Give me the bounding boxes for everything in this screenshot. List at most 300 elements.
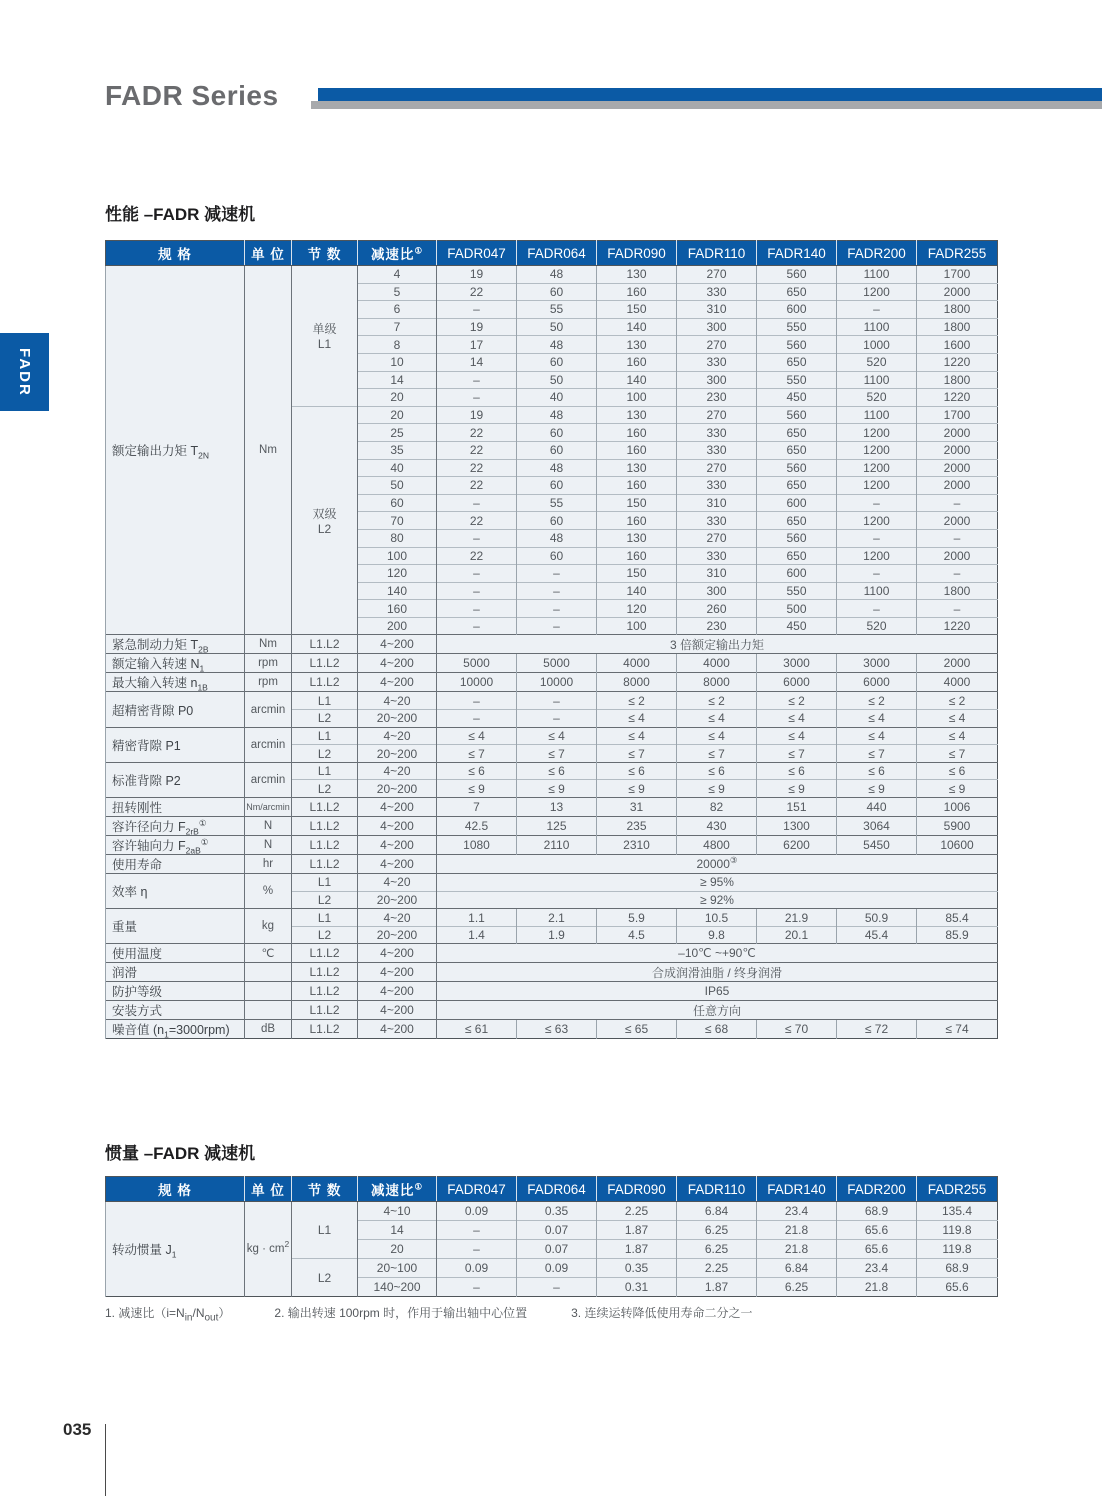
- table-cell: –10℃ ~+90℃: [437, 944, 998, 963]
- table-cell: 125: [517, 817, 597, 836]
- table-cell: L1.L2: [292, 836, 358, 855]
- table-cell: 2.25: [677, 1259, 757, 1278]
- table-cell: 6.25: [757, 1278, 837, 1297]
- table-cell: 160: [597, 283, 677, 301]
- table-cell: 260: [677, 600, 757, 618]
- table-cell: –: [837, 565, 917, 583]
- table-cell: 5000: [517, 654, 597, 673]
- table-cell: 1200: [837, 283, 917, 301]
- table-cell: 1.9: [517, 926, 597, 944]
- table-cell: L1.L2: [292, 654, 358, 673]
- table-cell: L1.L2: [292, 944, 358, 963]
- table-cell: –: [437, 389, 517, 407]
- table-cell: 650: [757, 424, 837, 442]
- column-header: FADR200: [837, 1177, 917, 1202]
- table-cell: 容许轴向力 $F_{2aB}^①$: [106, 836, 245, 855]
- table-cell: [245, 963, 292, 982]
- table-cell: ≤ 9: [677, 780, 757, 798]
- table-cell: 80: [358, 529, 437, 547]
- title-accent-bar-blue: [318, 88, 1102, 101]
- table-cell: ℃: [245, 944, 292, 963]
- table-cell: 8: [358, 336, 437, 354]
- table-cell: 430: [677, 817, 757, 836]
- table-cell: arcmin: [245, 692, 292, 727]
- table-cell: 160: [597, 477, 677, 495]
- table-cell: 4~200: [358, 836, 437, 855]
- table-cell: ≤ 9: [917, 780, 998, 798]
- table-cell: 450: [757, 617, 837, 635]
- table-cell: 2000: [917, 547, 998, 565]
- table-cell: ≤ 68: [677, 1020, 757, 1039]
- column-header: FADR140: [757, 241, 837, 266]
- table-cell: 单级 L1: [292, 266, 358, 407]
- sidebar-series-tab: [0, 333, 49, 411]
- table-cell: 270: [677, 459, 757, 477]
- column-header: FADR255: [917, 1177, 998, 1202]
- table-cell: 19: [437, 318, 517, 336]
- table-cell: –: [437, 371, 517, 389]
- table-cell: 35: [358, 441, 437, 459]
- table-cell: –: [437, 565, 517, 583]
- table-cell: 50.9: [837, 909, 917, 927]
- table-cell: 7: [437, 798, 517, 817]
- table-cell: 330: [677, 353, 757, 371]
- table-cell: 520: [837, 353, 917, 371]
- table-cell: L1.L2: [292, 817, 358, 836]
- table-cell: 5000: [437, 654, 517, 673]
- table-cell: 扭转刚性: [106, 798, 245, 817]
- table-cell: 21.8: [837, 1278, 917, 1297]
- table-cell: %: [245, 874, 292, 909]
- table-cell: 48: [517, 406, 597, 424]
- table-cell: ≤ 4: [837, 727, 917, 745]
- table-cell: 135.4: [917, 1202, 998, 1221]
- table-cell: [245, 982, 292, 1001]
- column-header: 节 数: [292, 1177, 358, 1202]
- table-cell: 20: [358, 1240, 437, 1259]
- table-cell: 精密背隙 P1: [106, 727, 245, 762]
- table-cell: 1800: [917, 301, 998, 319]
- table-cell: 2110: [517, 836, 597, 855]
- table-cell: 150: [597, 301, 677, 319]
- table-cell: –: [437, 617, 517, 635]
- table-cell: N: [245, 836, 292, 855]
- table-cell: 130: [597, 336, 677, 354]
- column-header: 节 数: [292, 241, 358, 266]
- table-cell: 2000: [917, 654, 998, 673]
- table-cell: 650: [757, 353, 837, 371]
- table-cell: 14: [437, 353, 517, 371]
- table-cell: 235: [597, 817, 677, 836]
- table-cell: 2000: [917, 283, 998, 301]
- table-cell: 150: [597, 494, 677, 512]
- table-cell: 300: [677, 318, 757, 336]
- table-cell: 20~200: [358, 780, 437, 798]
- table-cell: 48: [517, 266, 597, 284]
- table-cell: ≤ 7: [837, 745, 917, 763]
- table-cell: 6.84: [677, 1202, 757, 1221]
- table-cell: 270: [677, 406, 757, 424]
- table-cell: 130: [597, 529, 677, 547]
- column-header: FADR090: [597, 1177, 677, 1202]
- table-cell: 1800: [917, 371, 998, 389]
- table-cell: 120: [358, 565, 437, 583]
- table-cell: 9.8: [677, 926, 757, 944]
- table-cell: 14: [358, 371, 437, 389]
- table-cell: 0.31: [597, 1278, 677, 1297]
- table-cell: L1.L2: [292, 1020, 358, 1039]
- table-cell: 140~200: [358, 1278, 437, 1297]
- table-cell: ≤ 4: [917, 727, 998, 745]
- table-cell: 1.87: [597, 1240, 677, 1259]
- table-cell: 20~200: [358, 745, 437, 763]
- table-cell: 额定输入转速 $N_1$: [106, 654, 245, 673]
- table-cell: 2.25: [597, 1202, 677, 1221]
- table-cell: L1: [292, 874, 358, 892]
- table-cell: ≥ 95%: [437, 874, 998, 892]
- footnote-1: 1. 减速比$(i=N_{in}/N_{out})$: [105, 1306, 231, 1324]
- table-cell: 4~200: [358, 817, 437, 836]
- table-cell: 2000: [917, 441, 998, 459]
- table-cell: 1220: [917, 617, 998, 635]
- table-cell: 4~20: [358, 874, 437, 892]
- table-cell: 60: [517, 547, 597, 565]
- table-cell: 25: [358, 424, 437, 442]
- title-accent-bar-gray: [311, 101, 1102, 109]
- table-cell: 150: [597, 565, 677, 583]
- table-cell: 8000: [597, 673, 677, 692]
- table-cell: 1100: [837, 318, 917, 336]
- table-cell: 2000: [917, 424, 998, 442]
- table-cell: 任意方向: [437, 1001, 998, 1020]
- table-cell: 1.87: [597, 1221, 677, 1240]
- table-cell: 3000: [837, 654, 917, 673]
- footnote-2: 2. 输出转速 100rpm 时，作用于输出轴中心位置: [274, 1306, 528, 1320]
- table-cell: –: [437, 710, 517, 728]
- table-cell: 1220: [917, 353, 998, 371]
- table-cell: 防护等级: [106, 982, 245, 1001]
- column-header: FADR064: [517, 241, 597, 266]
- table-cell: L1.L2: [292, 673, 358, 692]
- table-cell: 330: [677, 424, 757, 442]
- table-cell: 2.1: [517, 909, 597, 927]
- table-cell: L1.L2: [292, 635, 358, 654]
- table-cell: ≤ 9: [757, 780, 837, 798]
- table-cell: 160: [597, 424, 677, 442]
- table-cell: L2: [292, 1259, 358, 1297]
- table-cell: –: [517, 692, 597, 710]
- table-cell: 4~10: [358, 1202, 437, 1221]
- table-cell: –: [837, 600, 917, 618]
- table-cell: ≤ 4: [677, 710, 757, 728]
- table-cell: –: [517, 600, 597, 618]
- footnotes: [105, 1304, 985, 1323]
- table-cell: 1700: [917, 406, 998, 424]
- table-cell: 140: [597, 371, 677, 389]
- table-cell: 60: [517, 441, 597, 459]
- table-cell: L2: [292, 745, 358, 763]
- table-cell: 450: [757, 389, 837, 407]
- table-cell: 270: [677, 336, 757, 354]
- table-cell: 4~200: [358, 1020, 437, 1039]
- table-cell: 100: [597, 617, 677, 635]
- table-cell: ≤ 9: [517, 780, 597, 798]
- table-cell: ≤ 6: [837, 762, 917, 780]
- table-cell: –: [437, 301, 517, 319]
- table-cell: 1200: [837, 477, 917, 495]
- table-cell: 5: [358, 283, 437, 301]
- table-cell: –: [437, 529, 517, 547]
- table-cell: –: [437, 582, 517, 600]
- column-header: 规 格: [106, 1177, 245, 1202]
- table-cell: 440: [837, 798, 917, 817]
- table-cell: 使用寿命: [106, 855, 245, 874]
- table-cell: 10600: [917, 836, 998, 855]
- table-cell: 40: [358, 459, 437, 477]
- table-cell: 68.9: [837, 1202, 917, 1221]
- table-cell: L1.L2: [292, 798, 358, 817]
- table-cell: 0.09: [437, 1202, 517, 1221]
- table-cell: 4.5: [597, 926, 677, 944]
- table-cell: L2: [292, 710, 358, 728]
- table-cell: 160: [597, 353, 677, 371]
- table-cell: 130: [597, 406, 677, 424]
- table-cell: ≤ 70: [757, 1020, 837, 1039]
- table-cell: 10.5: [677, 909, 757, 927]
- table-cell: 10000: [437, 673, 517, 692]
- table-cell: arcmin: [245, 762, 292, 797]
- table-cell: arcmin: [245, 727, 292, 762]
- table-cell: 容许径向力 $F_{2rB}^①$: [106, 817, 245, 836]
- table-cell: 3 倍额定输出力矩: [437, 635, 998, 654]
- table-cell: 48: [517, 336, 597, 354]
- table-cell: ≤ 7: [757, 745, 837, 763]
- table-cell: 1.87: [677, 1278, 757, 1297]
- table-cell: 0.35: [597, 1259, 677, 1278]
- table-cell: 13: [517, 798, 597, 817]
- table-cell: 10000: [517, 673, 597, 692]
- table-cell: 1800: [917, 582, 998, 600]
- table-cell: –: [917, 529, 998, 547]
- table-cell: 使用温度: [106, 944, 245, 963]
- table-cell: 60: [517, 283, 597, 301]
- table-cell: 60: [517, 477, 597, 495]
- table-cell: 330: [677, 512, 757, 530]
- table-cell: 650: [757, 512, 837, 530]
- table-cell: ≤ 72: [837, 1020, 917, 1039]
- table-cell: kg: [245, 909, 292, 944]
- table-cell: –: [517, 582, 597, 600]
- table-cell: 1100: [837, 266, 917, 284]
- table-cell: L1: [292, 762, 358, 780]
- table-cell: ≤ 61: [437, 1020, 517, 1039]
- table-cell: ≤ 2: [677, 692, 757, 710]
- table-cell: 双级 L2: [292, 406, 358, 635]
- table-cell: kg · $cm^2$: [245, 1202, 292, 1297]
- table-cell: 119.8: [917, 1221, 998, 1240]
- table-cell: 20000③: [437, 855, 998, 874]
- spec-table: [105, 240, 998, 1039]
- table-cell: 100: [597, 389, 677, 407]
- table-cell: 20.1: [757, 926, 837, 944]
- table-cell: 22: [437, 441, 517, 459]
- table-cell: 5450: [837, 836, 917, 855]
- table-cell: –: [437, 692, 517, 710]
- table-cell: 120: [597, 600, 677, 618]
- table-cell: –: [517, 565, 597, 583]
- inertia-table: [105, 1176, 998, 1297]
- table-cell: 标准背隙 P2: [106, 762, 245, 797]
- table-cell: 0.09: [437, 1259, 517, 1278]
- table-cell: 4~200: [358, 654, 437, 673]
- table-cell: –: [517, 617, 597, 635]
- column-header: FADR200: [837, 241, 917, 266]
- table-cell: ≥ 92%: [437, 891, 998, 909]
- table-cell: 100: [358, 547, 437, 565]
- table-cell: –: [837, 529, 917, 547]
- table-cell: –: [917, 494, 998, 512]
- table-cell: L1: [292, 727, 358, 745]
- table-cell: ≤ 4: [757, 710, 837, 728]
- table-cell: 4~20: [358, 909, 437, 927]
- table-cell: 310: [677, 494, 757, 512]
- table-cell: 330: [677, 547, 757, 565]
- table-cell: ≤ 2: [757, 692, 837, 710]
- table-cell: L1.L2: [292, 1001, 358, 1020]
- page-number: 035: [63, 1420, 92, 1439]
- table-cell: ≤ 65: [597, 1020, 677, 1039]
- table-cell: 21.8: [757, 1240, 837, 1259]
- table-cell: ≤ 4: [677, 727, 757, 745]
- column-header: FADR090: [597, 241, 677, 266]
- table-cell: 20: [358, 406, 437, 424]
- table-cell: 60: [358, 494, 437, 512]
- table-cell: 0.35: [517, 1202, 597, 1221]
- table-cell: ≤ 2: [837, 692, 917, 710]
- table-cell: ≤ 9: [597, 780, 677, 798]
- table-cell: 55: [517, 301, 597, 319]
- table-cell: 650: [757, 477, 837, 495]
- table-cell: 10: [358, 353, 437, 371]
- column-header: FADR110: [677, 1177, 757, 1202]
- table-cell: 额定输出力矩 $T_{2N}$: [106, 266, 245, 635]
- table-cell: 520: [837, 389, 917, 407]
- table-cell: ≤ 7: [917, 745, 998, 763]
- table-cell: 21.9: [757, 909, 837, 927]
- table-cell: 2000: [917, 459, 998, 477]
- table-cell: 550: [757, 371, 837, 389]
- table-cell: 550: [757, 318, 837, 336]
- table-cell: 310: [677, 301, 757, 319]
- table-cell: ≤ 7: [437, 745, 517, 763]
- table-cell: 560: [757, 406, 837, 424]
- table-cell: 140: [597, 318, 677, 336]
- inertia-section-heading: 惯量 –FADR 减速机: [105, 1144, 256, 1163]
- table-cell: 6.25: [677, 1221, 757, 1240]
- table-cell: 650: [757, 441, 837, 459]
- table-cell: 560: [757, 266, 837, 284]
- table-cell: 4~200: [358, 798, 437, 817]
- table-cell: 650: [757, 547, 837, 565]
- table-cell: –: [437, 600, 517, 618]
- table-cell: 19: [437, 266, 517, 284]
- table-cell: 转动惯量 $J_1$: [106, 1202, 245, 1297]
- table-cell: 1700: [917, 266, 998, 284]
- table-cell: 22: [437, 459, 517, 477]
- table-cell: 6: [358, 301, 437, 319]
- footer-divider: [105, 1424, 106, 1496]
- table-cell: Nm: [245, 635, 292, 654]
- table-cell: 8000: [677, 673, 757, 692]
- table-cell: ≤ 2: [597, 692, 677, 710]
- table-cell: 4~200: [358, 635, 437, 654]
- table-cell: IP65: [437, 982, 998, 1001]
- table-cell: 119.8: [917, 1240, 998, 1259]
- column-header: 减速比①: [358, 1177, 437, 1202]
- table-cell: 300: [677, 582, 757, 600]
- table-cell: hr: [245, 855, 292, 874]
- table-cell: 1220: [917, 389, 998, 407]
- table-cell: 0.07: [517, 1240, 597, 1259]
- table-cell: 22: [437, 424, 517, 442]
- column-header: FADR110: [677, 241, 757, 266]
- table-cell: 60: [517, 512, 597, 530]
- table-cell: Nm/arcmin: [245, 798, 292, 817]
- table-cell: 50: [517, 371, 597, 389]
- table-cell: 5.9: [597, 909, 677, 927]
- column-header: 规 格: [106, 241, 245, 266]
- table-cell: 4~200: [358, 673, 437, 692]
- table-cell: –: [837, 494, 917, 512]
- table-cell: ≤ 4: [597, 710, 677, 728]
- table-cell: 42.5: [437, 817, 517, 836]
- table-cell: 600: [757, 301, 837, 319]
- table-cell: 合成润滑油脂 / 终身润滑: [437, 963, 998, 982]
- table-cell: 200: [358, 617, 437, 635]
- table-cell: 噪音值 $(n_1=3000rpm)$: [106, 1020, 245, 1039]
- performance-table: [105, 240, 998, 1039]
- table-cell: 330: [677, 283, 757, 301]
- table-cell: ≤ 4: [597, 727, 677, 745]
- table-cell: 0.09: [517, 1259, 597, 1278]
- table-cell: 3064: [837, 817, 917, 836]
- table-cell: 2000: [917, 477, 998, 495]
- column-header: FADR064: [517, 1177, 597, 1202]
- table-cell: 60: [517, 353, 597, 371]
- table-cell: 270: [677, 266, 757, 284]
- table-cell: 润滑: [106, 963, 245, 982]
- table-cell: 1000: [837, 336, 917, 354]
- table-cell: 160: [597, 441, 677, 459]
- table-cell: 160: [358, 600, 437, 618]
- table-cell: 19: [437, 406, 517, 424]
- table-cell: 65.6: [917, 1278, 998, 1297]
- column-header: 单 位: [245, 241, 292, 266]
- table-cell: ≤ 74: [917, 1020, 998, 1039]
- page-title: FADR Series: [105, 80, 279, 111]
- table-cell: L2: [292, 780, 358, 798]
- table-cell: rpm: [245, 654, 292, 673]
- table-cell: 14: [358, 1221, 437, 1240]
- table-cell: 1200: [837, 512, 917, 530]
- table-cell: ≤ 7: [677, 745, 757, 763]
- table-cell: 6.84: [757, 1259, 837, 1278]
- performance-section-heading: 性能 –FADR 减速机: [105, 205, 256, 224]
- table-cell: 超精密背隙 P0: [106, 692, 245, 727]
- column-header: FADR255: [917, 241, 998, 266]
- table-cell: 1200: [837, 441, 917, 459]
- table-cell: –: [437, 494, 517, 512]
